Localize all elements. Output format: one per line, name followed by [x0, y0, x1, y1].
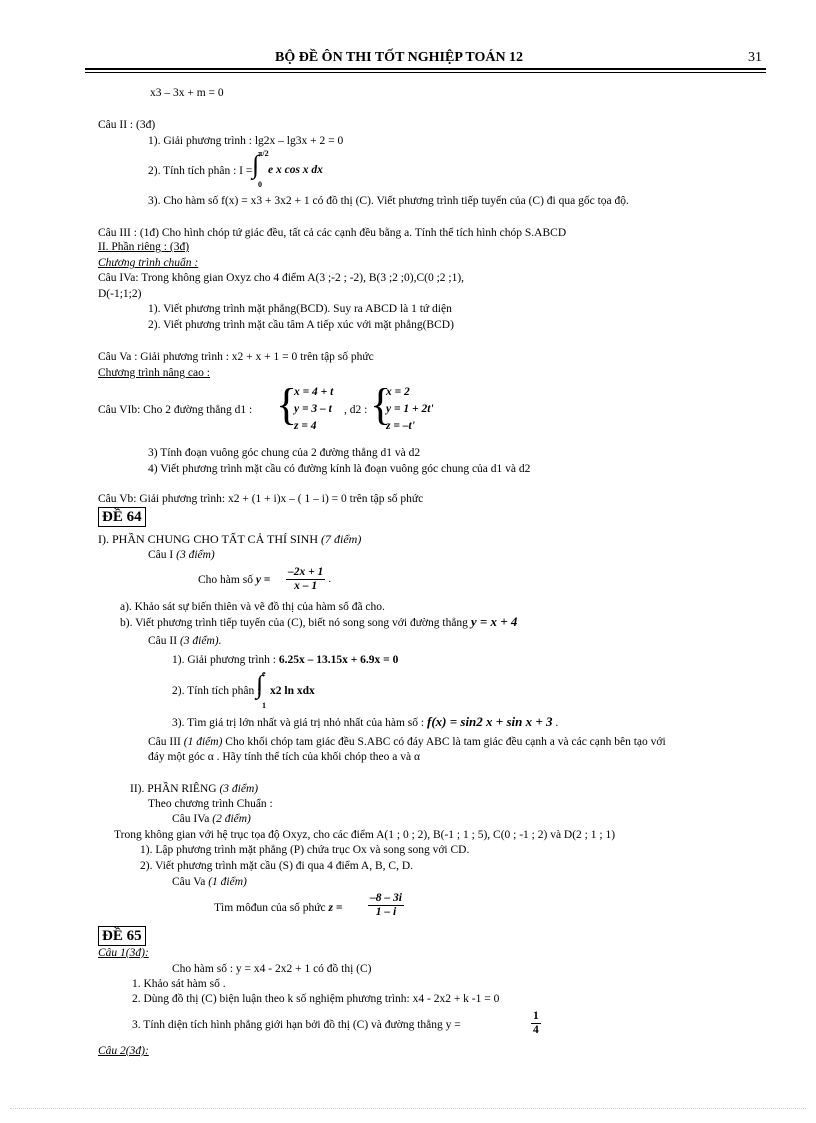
sys1-row1: x = 4 + t: [294, 386, 334, 398]
cau2-points-64: (3 điểm).: [179, 635, 222, 647]
c2-3-eq: f(x) = sin2 x + sin x + 3: [426, 714, 553, 729]
c2-3: 3). Tìm giá trị lớn nhất và giá trị nhỏ nhất của hàm số : f(x) = sin2 x + sin x + 3 .: [172, 714, 559, 729]
c2-2-prefix: 2). Tính tích phân :: [172, 685, 261, 697]
c5a-den: 1 – i: [375, 906, 397, 918]
i3-num: 1: [533, 1010, 539, 1022]
sys1-row2: y = 3 – t: [294, 403, 332, 415]
c5a-prefix-line: [214, 901, 342, 915]
cau4a-line2: D(-1;1;2): [98, 288, 142, 300]
cau1-points: (3 điểm): [176, 549, 215, 561]
func-lhs: y =: [255, 574, 271, 586]
cau3-64-line1: [148, 735, 666, 749]
integral-sign-2: ∫: [256, 670, 264, 699]
cau3-64-label: Câu III: [148, 736, 181, 748]
sys1-row3: z = 4: [294, 420, 317, 432]
cau1-label: Câu I: [148, 549, 174, 561]
cau6b-prefix: Câu VIb: Cho 2 đường thẳng d1 :: [98, 404, 253, 416]
de64-cau2: [148, 634, 221, 648]
phan-rieng-heading: II. Phần riêng : (3đ): [98, 241, 190, 253]
func-den: x – 1: [294, 580, 318, 592]
integral-2-lower: 1: [262, 701, 266, 710]
part2-label: II). PHẦN RIÊNG: [130, 783, 217, 795]
integrand: e x cos x dx: [268, 164, 323, 176]
left-brace-2: {: [370, 380, 392, 429]
integrand-2: x2 ln xdx: [270, 685, 315, 697]
part2: [130, 782, 258, 796]
cau6b-mid: , d2 :: [344, 404, 368, 416]
cau4a-item2: 2). Viết phương trình mặt cầu tâm A tiếp xúc với mặt phẳng(BCD): [148, 319, 454, 331]
c4a-points: (2 điểm): [212, 813, 251, 825]
c2-1: [172, 653, 398, 667]
cau3-64-points: (1 điểm): [183, 736, 223, 748]
part1-points: (7 điểm): [321, 532, 362, 546]
integral-upper: π/2: [258, 149, 269, 158]
chuan-heading: Theo chương trình Chuẩn :: [148, 798, 273, 810]
c5a-label: Câu Va: [172, 876, 206, 888]
header-rule: [85, 68, 766, 70]
cau6b-item3: 3) Tính đoạn vuông góc chung của 2 đường thẳng d1 và d2: [148, 447, 421, 459]
de64-title: ĐỀ 64: [98, 507, 146, 527]
cau5b-text: Câu Vb: Giải phương trình: x2 + (1 + i)x – ( 1 – i) = 0 trên tập số phức: [98, 493, 424, 505]
left-brace: {: [276, 380, 298, 429]
c5a-fraction: [368, 892, 404, 919]
c5a-num: –8 – 3i: [370, 892, 402, 904]
sys2-row1: x = 2: [386, 386, 410, 398]
c5a-points: (1 điểm): [208, 876, 247, 888]
b-prefix: b). Viết phương trình tiếp tuyến của (C), biết nó song song với đường thẳng: [120, 617, 468, 629]
cau2-label: Câu II : (3đ): [98, 119, 156, 131]
cau2-item1: 1). Giải phương trình : lg2x – lg3x + 2 = 0: [148, 135, 344, 147]
de65-i3-prefix: 3. Tính diện tích hình phẳng giới hạn bởi đồ thị (C) và đường thẳng y =: [132, 1019, 461, 1031]
de64-cau1: [148, 548, 215, 562]
cau2-item2-prefix: 2). Tính tích phân : I =: [148, 165, 253, 177]
de65-i1: 1. Khảo sát hàm số .: [132, 978, 226, 990]
integral-sign: ∫: [252, 150, 260, 179]
page-bottom-dotted: [10, 1108, 806, 1109]
function-def: [198, 573, 270, 587]
system-2: [386, 384, 434, 435]
ct-nangcao-heading: Chương trình nâng cao :: [98, 367, 210, 379]
c4a-heading: [172, 812, 251, 826]
function-fraction: $\frac{-2x + 1}{x - 1}$ .: [288, 566, 332, 592]
page-header-title: BỘ ĐỀ ÔN THI TỐT NGHIỆP TOÁN 12: [275, 50, 524, 65]
part1-label: I). PHẦN CHUNG CHO TẤT CẢ THÍ SINH: [98, 532, 319, 546]
integral-lower: 0: [258, 180, 262, 189]
func-prefix: Cho hàm số: [198, 574, 253, 586]
c4a-label: Câu IVa: [172, 813, 210, 825]
c4a-text: Trong không gian với hệ trục tọa độ Oxyz, cho các điểm A(1 ; 0 ; 2), B(-1 ; 1 ; 5), C(0 ; -1 ; 2) và D(2 ; 1 ; 1): [114, 829, 616, 841]
ct-chuan-heading: Chương trình chuẩn :: [98, 257, 199, 269]
de65-cau2: Câu 2(3đ):: [98, 1045, 149, 1057]
cau2-label-64: Câu II: [148, 635, 178, 647]
de65-i3-fraction: [531, 1010, 541, 1037]
cau6b-item4: 4) Viết phương trình mặt cầu có đường kính là đoạn vuông góc chung của d1 và d2: [148, 463, 531, 475]
b-line: y = x + 4: [470, 614, 518, 629]
c2-1-prefix: 1). Giải phương trình :: [172, 654, 276, 666]
i3-den: 4: [533, 1024, 539, 1036]
header-rule-thin: [85, 72, 766, 73]
de65-title: ĐỀ 65: [98, 926, 146, 946]
de64-part1: [98, 532, 361, 546]
de64-a: a). Khảo sát sự biến thiên và vẽ đồ thị của hàm số đã cho.: [120, 601, 385, 613]
cau3-64-text1: Cho khối chóp tam giác đều S.ABC có đáy ABC là tam giác đều cạnh a và các cạnh bên tạo với: [225, 736, 666, 748]
c4a-item2: 2). Viết phương trình mặt cầu (S) đi qua 4 điểm A, B, C, D.: [140, 860, 414, 872]
cau5a-text: Câu Va : Giải phương trình : x2 + x + 1 = 0 trên tập số phức: [98, 351, 374, 363]
sys2-row3: z = –t': [386, 420, 415, 432]
c2-3-prefix: 3). Tìm giá trị lớn nhất và giá trị nhỏ nhất của hàm số :: [172, 717, 425, 729]
sys2-row2: y = 1 + 2t': [386, 403, 434, 415]
cau3-text: Câu III : (1đ) Cho hình chóp tứ giác đều, tất cả các cạnh đều bằng a. Tính thể tích hình chóp S.ABCD: [98, 227, 567, 239]
func-num: –2x + 1: [288, 566, 324, 578]
page-number: 31: [748, 50, 762, 65]
cau3-64-text2: đáy một góc α . Hãy tính thể tích của khối chóp theo a và α: [148, 751, 421, 763]
c5a-prefix: Tìm môđun của số phức: [214, 902, 326, 914]
cau2-item3: 3). Cho hàm số f(x) = x3 + 3x2 + 1 có đồ thị (C). Viết phương trình tiếp tuyến của (C) đi qua gốc tọa độ.: [148, 195, 629, 207]
de64-b: [120, 615, 517, 630]
system-1: [294, 384, 333, 435]
c4a-item1: 1). Lập phương trình mặt phẳng (P) chứa trục Ox và song song với CD.: [140, 844, 470, 856]
cau4a-line1: Câu IVa: Trong không gian Oxyz cho 4 điểm A(3 ;-2 ; -2), B(3 ;2 ;0),C(0 ;2 ;1),: [98, 272, 465, 284]
equation-line: x3 – 3x + m = 0: [150, 87, 224, 99]
part2-points: (3 điểm): [219, 783, 259, 795]
c2-1-eq: 6.25x – 13.15x + 6.9x = 0: [278, 654, 399, 666]
c5a-heading: [172, 875, 247, 889]
cau4a-item1: 1). Viết phương trình mặt phẳng(BCD). Suy ra ABCD là 1 tứ diện: [148, 303, 452, 315]
c5a-lhs: z =: [328, 902, 343, 914]
de65-func: Cho hàm số : y = x4 - 2x2 + 1 có đồ thị (C): [172, 963, 372, 975]
de65-cau1: Câu 1(3đ):: [98, 947, 149, 959]
de65-i2: 2. Dùng đồ thị (C) biện luận theo k số nghiệm phương trình: x4 - 2x2 + k -1 = 0: [132, 993, 500, 1005]
integral-2-upper: e: [262, 669, 266, 678]
